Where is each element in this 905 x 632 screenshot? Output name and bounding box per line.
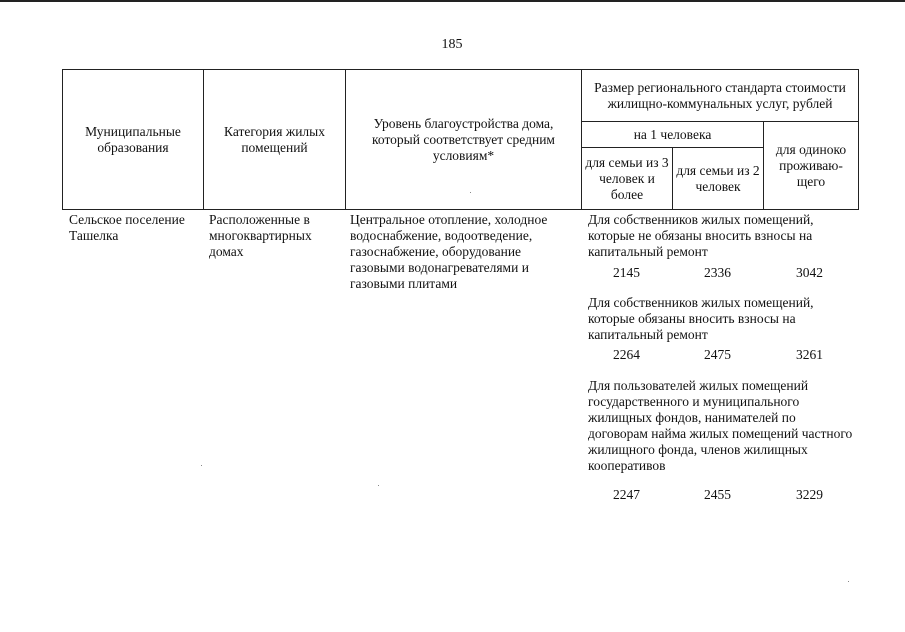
value-single: 3042	[796, 265, 823, 280]
header-standard-size: Размер регионального стандарта стоимости жилищно-коммунальных услуг, рублей	[582, 70, 859, 122]
value-family-2: 2336	[704, 265, 731, 280]
group-label: Для пользователей жилых помещений государственного и муниципального жилищных фондов, нанимателей по договорам найма жилых помещений частного жилищного фонда, членов жилищных кооперативов	[588, 378, 853, 473]
value-family-2: 2475	[704, 347, 731, 362]
value-family-2: 2455	[704, 487, 731, 502]
cell-municipality: Сельское поселение Ташелка	[69, 212, 185, 243]
scan-speck	[378, 485, 379, 486]
header-housing-category: Категория жилых помещений	[204, 70, 346, 210]
header-table	[62, 69, 859, 210]
value-family-3: 2264	[613, 347, 640, 362]
header-family-3: для семьи из 3 человек и более	[582, 148, 673, 210]
value-single: 3229	[796, 487, 823, 502]
page-number: 185	[441, 37, 463, 52]
value-single: 3261	[796, 347, 823, 362]
header-municipalities: Муниципальные образования	[63, 70, 204, 210]
scan-top-edge	[0, 0, 905, 2]
scan-speck	[201, 465, 202, 466]
cell-amenities: Центральное отопление, холодное водоснабжение, водоотведение, газоснабжение, оборудование газовыми водонагревателями и газовыми плитами	[350, 212, 548, 291]
value-family-3: 2145	[613, 265, 640, 280]
cell-housing-category: Расположенные в многоквартирных домах	[209, 212, 312, 259]
group-label: Для собственников жилых помещений, которые не обязаны вносить взносы на капитальный ремонт	[588, 212, 814, 259]
scan-speck	[848, 581, 849, 582]
scan-speck	[470, 192, 471, 193]
value-family-3: 2247	[613, 487, 640, 502]
group-label: Для собственников жилых помещений, которые обязаны вносить взносы на капитальный ремонт	[588, 295, 814, 342]
header-single-resident: для одиноко проживаю-щего	[764, 122, 859, 210]
header-family-2: для семьи из 2 человек	[673, 148, 764, 210]
header-amenity-level: Уровень благоустройства дома, который соответствует средним условиям*	[346, 70, 582, 210]
header-per-person: на 1 человека	[582, 122, 764, 148]
